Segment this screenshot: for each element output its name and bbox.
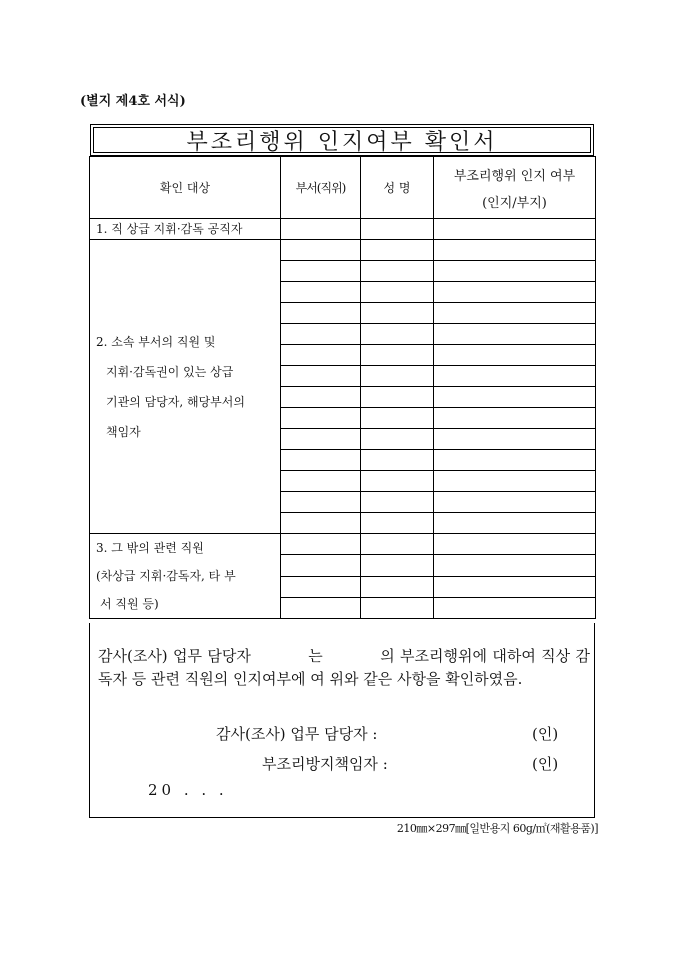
header-awareness bbox=[434, 157, 596, 219]
awareness-cell[interactable] bbox=[434, 471, 596, 492]
category-3 bbox=[90, 534, 281, 619]
name-cell[interactable] bbox=[361, 261, 434, 282]
awareness-cell[interactable] bbox=[434, 450, 596, 471]
name-cell[interactable] bbox=[361, 534, 434, 555]
dept-cell[interactable] bbox=[281, 240, 361, 261]
awareness-cell[interactable] bbox=[434, 282, 596, 303]
dept-cell[interactable] bbox=[281, 303, 361, 324]
dept-cell[interactable] bbox=[281, 576, 361, 597]
category-1: 1. 직 상급 지휘·감독 공직자 bbox=[90, 219, 281, 240]
document-title: 부조리행위 인지여부 확인서 bbox=[93, 127, 591, 153]
name-cell[interactable] bbox=[361, 345, 434, 366]
title-frame bbox=[90, 124, 594, 156]
awareness-cell[interactable] bbox=[434, 324, 596, 345]
category-2-line: 책임자 bbox=[106, 424, 141, 439]
category-2 bbox=[90, 240, 281, 534]
form-number-label: (별지 제4호 서식) bbox=[80, 94, 186, 109]
name-cell[interactable] bbox=[361, 240, 434, 261]
name-cell[interactable] bbox=[361, 513, 434, 534]
name-cell[interactable] bbox=[361, 324, 434, 345]
name-cell[interactable] bbox=[361, 408, 434, 429]
awareness-cell[interactable] bbox=[434, 366, 596, 387]
dept-cell[interactable] bbox=[281, 408, 361, 429]
category-3-line: 3. 그 밖의 관련 직원 bbox=[96, 541, 204, 555]
dept-cell[interactable] bbox=[281, 261, 361, 282]
header-target: 확인 대상 bbox=[90, 157, 281, 219]
dept-cell[interactable] bbox=[281, 492, 361, 513]
category-2-line: 2. 소속 부서의 직원 및 bbox=[96, 334, 216, 349]
name-cell[interactable] bbox=[361, 555, 434, 576]
name-cell[interactable] bbox=[361, 597, 434, 618]
name-cell[interactable] bbox=[361, 282, 434, 303]
manager-seal[interactable]: (인) bbox=[532, 755, 559, 773]
awareness-cell[interactable] bbox=[434, 534, 596, 555]
awareness-cell[interactable] bbox=[434, 345, 596, 366]
dept-cell[interactable] bbox=[281, 387, 361, 408]
name-cell[interactable] bbox=[361, 429, 434, 450]
dept-cell[interactable] bbox=[281, 513, 361, 534]
name-cell[interactable] bbox=[361, 366, 434, 387]
table-row bbox=[90, 240, 596, 261]
category-2-line: 기관의 담당자, 해당부서의 bbox=[106, 394, 245, 409]
name-cell[interactable] bbox=[361, 492, 434, 513]
dept-cell[interactable] bbox=[281, 597, 361, 618]
dept-cell[interactable] bbox=[281, 282, 361, 303]
date-field[interactable]: 20 . . . bbox=[148, 781, 228, 799]
awareness-cell[interactable] bbox=[434, 576, 596, 597]
auditor-label: 감사(조사) 업무 담당자 : bbox=[216, 725, 378, 743]
awareness-cell[interactable] bbox=[434, 408, 596, 429]
awareness-cell[interactable] bbox=[434, 219, 596, 240]
dept-cell[interactable] bbox=[281, 534, 361, 555]
table-header-row bbox=[90, 157, 596, 219]
manager-label: 부조리방지책임자 : bbox=[262, 755, 388, 773]
name-cell[interactable] bbox=[361, 219, 434, 240]
confirmation-table bbox=[89, 156, 596, 619]
awareness-cell[interactable] bbox=[434, 513, 596, 534]
statement-box bbox=[89, 623, 595, 818]
header-dept: 부서(직위) bbox=[281, 157, 361, 219]
category-2-line: 지휘·감독권이 있는 상급 bbox=[106, 364, 234, 379]
awareness-cell[interactable] bbox=[434, 555, 596, 576]
awareness-cell[interactable] bbox=[434, 492, 596, 513]
table-row bbox=[90, 219, 596, 240]
auditor-seal[interactable]: (인) bbox=[532, 725, 559, 743]
dept-cell[interactable] bbox=[281, 429, 361, 450]
awareness-cell[interactable] bbox=[434, 429, 596, 450]
category-3-line: 서 직원 등) bbox=[100, 597, 159, 611]
dept-cell[interactable] bbox=[281, 555, 361, 576]
name-cell[interactable] bbox=[361, 303, 434, 324]
dept-cell[interactable] bbox=[281, 324, 361, 345]
dept-cell[interactable] bbox=[281, 471, 361, 492]
header-name: 성 명 bbox=[361, 157, 434, 219]
awareness-cell[interactable] bbox=[434, 240, 596, 261]
header-awareness-line1: 부조리행위 인지 여부 bbox=[453, 168, 576, 184]
awareness-cell[interactable] bbox=[434, 387, 596, 408]
category-3-line: (차상급 지휘·감독자, 타 부 bbox=[96, 569, 236, 583]
dept-cell[interactable] bbox=[281, 450, 361, 471]
name-cell[interactable] bbox=[361, 576, 434, 597]
awareness-cell[interactable] bbox=[434, 597, 596, 618]
paper-spec-footer: 210㎜×297㎜[일반용지 60g/㎡(재활용품)] bbox=[396, 822, 598, 835]
name-cell[interactable] bbox=[361, 387, 434, 408]
table-row bbox=[90, 534, 596, 555]
awareness-cell[interactable] bbox=[434, 261, 596, 282]
dept-cell[interactable] bbox=[281, 366, 361, 387]
dept-cell[interactable] bbox=[281, 219, 361, 240]
statement-text: 감사(조사) 업무 담당자 는 의 부조리행위에 대하여 직상 감독자 등 관련 직원의 인지여부에 여 위와 같은 사항을 확인하였음. bbox=[98, 647, 590, 688]
header-awareness-line2: (인지/부지) bbox=[482, 195, 547, 211]
name-cell[interactable] bbox=[361, 471, 434, 492]
awareness-cell[interactable] bbox=[434, 303, 596, 324]
name-cell[interactable] bbox=[361, 450, 434, 471]
dept-cell[interactable] bbox=[281, 345, 361, 366]
